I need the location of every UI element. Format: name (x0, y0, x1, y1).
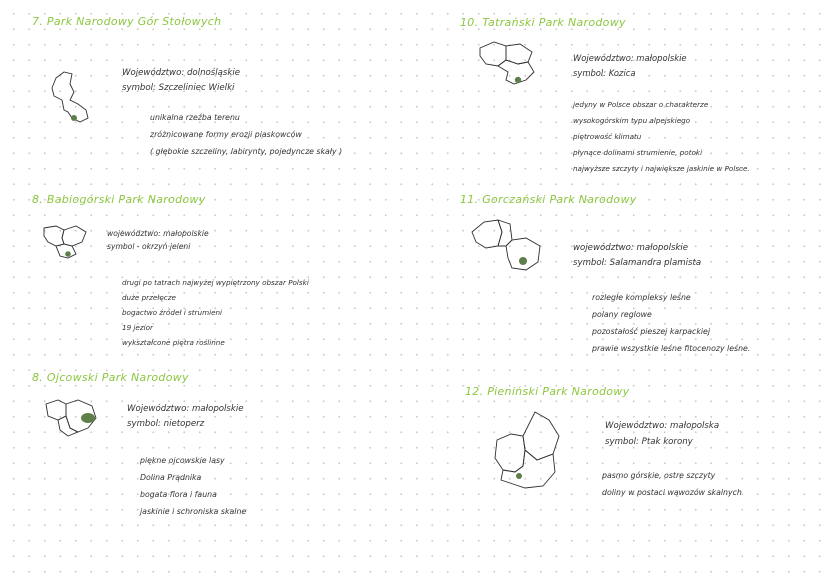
symbol-label: symbol: Kozica (573, 68, 636, 78)
fact-item: Dolina Prądnika (140, 473, 202, 482)
park-location-marker (65, 251, 71, 257)
fact-item: unikalna rzeźba terenu (150, 113, 240, 122)
fact-item: płynące dolinami strumienie, potoki (573, 148, 703, 157)
fact-item: rozległe kompleksy leśne (592, 293, 691, 302)
region-map-icon (50, 70, 92, 126)
symbol-label: symbol: nietoperz (127, 419, 205, 429)
park-location-marker (515, 77, 521, 83)
fact-item: polany reglowe (592, 310, 652, 319)
park-location-marker (519, 257, 527, 265)
fact-item: bogactwo źródeł i strumieni (122, 308, 223, 317)
voivodeship-label: Województwo: małopolskie (127, 404, 244, 414)
park-title: 10. Tatrański Park Narodowy (460, 16, 626, 29)
park-location-marker (71, 115, 77, 121)
fact-item: doliny w postaci wąwozów skalnych (602, 488, 742, 497)
fact-item: wykształcone piętra roślinne (122, 338, 225, 347)
region-map-icon (42, 224, 90, 258)
voivodeship-label: województwo: małopolskie (107, 229, 209, 238)
region-map-icon (478, 40, 540, 84)
fact-item: 19 jezior (122, 323, 153, 332)
park-location-marker (81, 413, 95, 423)
park-title: 11. Gorczański Park Narodowy (460, 193, 637, 206)
park-title: 8. Ojcowski Park Narodowy (32, 371, 189, 384)
fact-item: wysokogórskim typu alpejskiego (573, 116, 691, 125)
park-title: 8. Babiogórski Park Narodowy (32, 193, 206, 206)
fact-item: jedyny w Polsce obszar o charakterze (573, 100, 709, 109)
park-location-marker (516, 473, 522, 479)
symbol-label: symbol - okrzyń jeleni (107, 242, 191, 251)
fact-item: jaskinie i schroniska skalne (140, 507, 247, 516)
park-title: 7. Park Narodowy Gór Stołowych (32, 15, 222, 28)
fact-item: pozostałość pieszej karpackiej (592, 327, 710, 336)
fact-item: bogata flora i fauna (140, 490, 217, 499)
voivodeship-label: województwo: małopolskie (573, 243, 689, 253)
voivodeship-label: Województwo: małopolskie (573, 53, 687, 63)
voivodeship-label: Województwo: małopolska (605, 421, 720, 431)
fact-item: drugi po tatrach najwyżej wypiętrzony obszar Polski (122, 278, 309, 287)
fact-item: pasmo górskie, ostre szczyty (602, 471, 716, 480)
symbol-label: symbol: Salamandra plamista (573, 258, 702, 268)
fact-item: duże przełęcze (122, 293, 176, 302)
fact-item: zróżnicowane formy erozji piaskowców (150, 130, 302, 139)
region-map-icon (493, 410, 565, 490)
fact-item: najwyższe szczyty i największe jaskinie w Polsce. (573, 164, 750, 173)
symbol-label: symbol: Szczeliniec Wielki (122, 83, 235, 93)
fact-item: piękne ojcowskie lasy (140, 456, 225, 465)
region-map-icon (470, 218, 544, 272)
region-map-icon (44, 398, 100, 436)
fact-item: piętrowość klimatu (573, 132, 642, 141)
voivodeship-label: Województwo: dolnośląskie (122, 68, 241, 78)
symbol-label: symbol: Ptak korony (605, 437, 693, 447)
fact-item: prawie wszystkie leśne fitocenozy leśne. (592, 344, 751, 353)
park-title: 12. Pieniński Park Narodowy (465, 385, 630, 398)
fact-item: ( głębokie szczeliny, labirynty, pojedyncze skały ) (150, 147, 343, 156)
